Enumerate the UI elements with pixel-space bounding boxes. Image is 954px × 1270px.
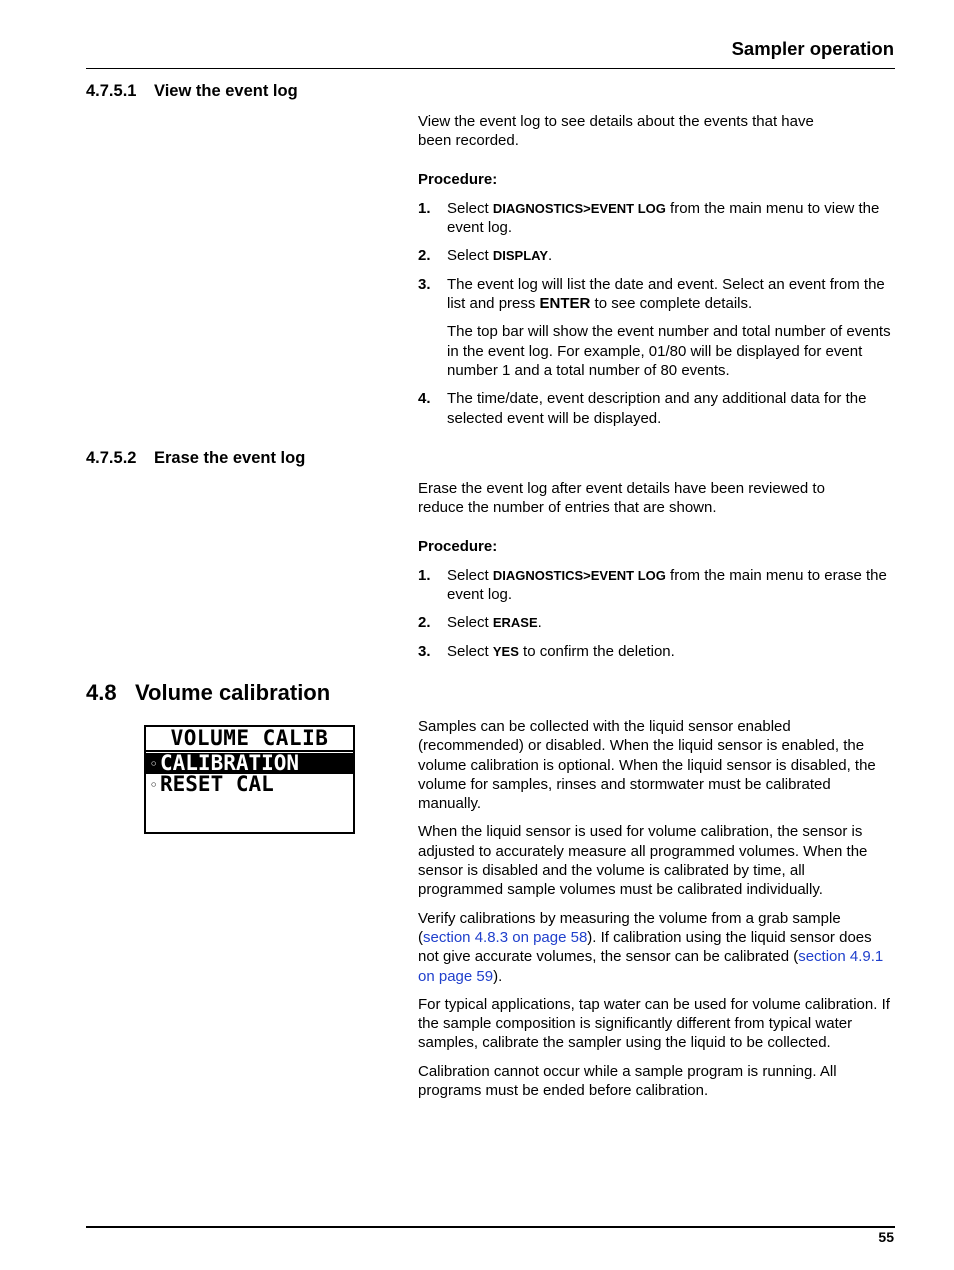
section-number: 4.7.5.1	[86, 82, 137, 100]
header-rule	[86, 68, 895, 69]
procedure-step	[418, 199, 894, 238]
step-text: .	[537, 614, 542, 632]
lcd-item-label: CALIBRATION	[160, 751, 300, 775]
paragraph-text: ). If calibration using the liquid sensor does not give accurate volumes, the sensor can be calibrated (	[418, 928, 872, 966]
step-text: to confirm the deletion.	[518, 642, 675, 660]
step-text: .	[548, 247, 553, 265]
paragraph-text: ).	[493, 967, 503, 985]
step-note: The top bar will show the event number and total number of events in the event log. For example, 01/80 will be displayed for event number 1 and a total number of 80 events.	[447, 323, 891, 379]
heading-erase-event-log	[86, 449, 305, 468]
section-number: 4.7.5.2	[86, 449, 137, 467]
procedure-step	[418, 566, 894, 605]
page-number: 55	[878, 1229, 894, 1245]
cross-reference-link[interactable]: section 4.8.3 on page 58	[423, 928, 588, 946]
view-log-body	[418, 112, 894, 428]
step-number: 4.	[418, 390, 431, 408]
lcd-item-label: RESET CAL	[160, 772, 274, 796]
section-number: 4.8	[86, 680, 117, 705]
menu-keyword: EVENT LOG	[590, 567, 666, 583]
procedure-step	[418, 389, 894, 428]
step-text: from the main menu to erase the event log.	[447, 566, 887, 604]
step-text: The event log will list the date and event. Select an event from the list and press	[447, 275, 885, 313]
key-name: ENTER	[539, 295, 591, 313]
paragraph: Samples can be collected with the liquid sensor enabled (recommended) or disabled. When the liquid sensor is enabled, the volume calibration is optional. When the liquid sensor is disabled, the volume for samples, rinses and stormwater must be calibrated manually.	[418, 718, 876, 813]
paragraph	[418, 909, 894, 986]
lcd-screen-volume-calib	[144, 725, 355, 834]
step-number: 2.	[418, 247, 431, 265]
menu-keyword: YES	[492, 643, 519, 659]
volume-cal-body	[418, 717, 894, 1100]
step-text: Select	[447, 642, 493, 660]
step-text: from the main menu to view the event log.	[447, 199, 880, 237]
lcd-title: VOLUME CALIB	[146, 727, 353, 752]
paragraph: When the liquid sensor is used for volume calibration, the sensor is adjusted to accurately measure all programmed volumes. When the sensor is disabled and the volume is calibrated by time, all programmed sample volumes must be calibrated individually.	[418, 823, 868, 899]
step-text: Select	[447, 199, 493, 217]
heading-volume-calibration	[86, 680, 330, 706]
procedure-label: Procedure:	[418, 170, 498, 188]
menu-keyword: DISPLAY	[492, 248, 549, 264]
intro-paragraph: Erase the event log after event details have been reviewed to reduce the number of entries that are shown.	[418, 480, 825, 517]
procedure-step	[418, 275, 894, 380]
step-number: 1.	[418, 199, 431, 217]
cross-reference-link[interactable]: section 4.9.1 on page 59	[418, 948, 884, 985]
heading-view-event-log	[86, 82, 298, 101]
step-text: to see complete details.	[590, 295, 753, 313]
procedure-step	[418, 642, 894, 661]
running-header: Sampler operation	[731, 38, 894, 59]
step-text: Select	[447, 566, 493, 584]
menu-separator: >	[583, 567, 591, 583]
paragraph-text: Verify calibrations by measuring the volume from a grab sample (	[418, 909, 841, 946]
footer-rule	[86, 1226, 895, 1228]
erase-log-body	[418, 479, 894, 661]
procedure-step	[418, 613, 894, 632]
step-number: 3.	[418, 275, 431, 293]
lcd-menu-item-reset-cal	[146, 774, 353, 795]
menu-separator: >	[583, 200, 591, 216]
section-title: View the event log	[154, 82, 298, 100]
menu-keyword: DIAGNOSTICS	[492, 200, 584, 216]
step-number: 2.	[418, 614, 431, 632]
bullet-icon: ◦	[150, 756, 158, 771]
step-text: Select	[447, 614, 493, 632]
bullet-icon: ◦	[150, 777, 158, 792]
procedure-label: Procedure:	[418, 537, 498, 555]
menu-keyword: DIAGNOSTICS	[492, 567, 584, 583]
procedure-step	[418, 246, 894, 265]
menu-keyword: EVENT LOG	[590, 200, 666, 216]
menu-keyword: ERASE	[492, 615, 538, 631]
intro-paragraph: View the event log to see details about the events that have been recorded.	[418, 113, 814, 150]
section-title: Volume calibration	[135, 680, 331, 705]
paragraph: Calibration cannot occur while a sample program is running. All programs must be ended before calibration.	[418, 1062, 837, 1100]
step-text: Select	[447, 247, 493, 265]
section-title: Erase the event log	[154, 449, 306, 467]
paragraph: For typical applications, tap water can be used for volume calibration. If the sample composition is significantly different from typical water samples, calibrate the sampler using the liquid to be collected.	[418, 995, 890, 1052]
step-text: The time/date, event description and any additional data for the selected event will be displayed.	[447, 390, 867, 427]
lcd-menu-item-calibration	[146, 753, 353, 774]
step-number: 3.	[418, 642, 431, 660]
step-number: 1.	[418, 566, 431, 584]
